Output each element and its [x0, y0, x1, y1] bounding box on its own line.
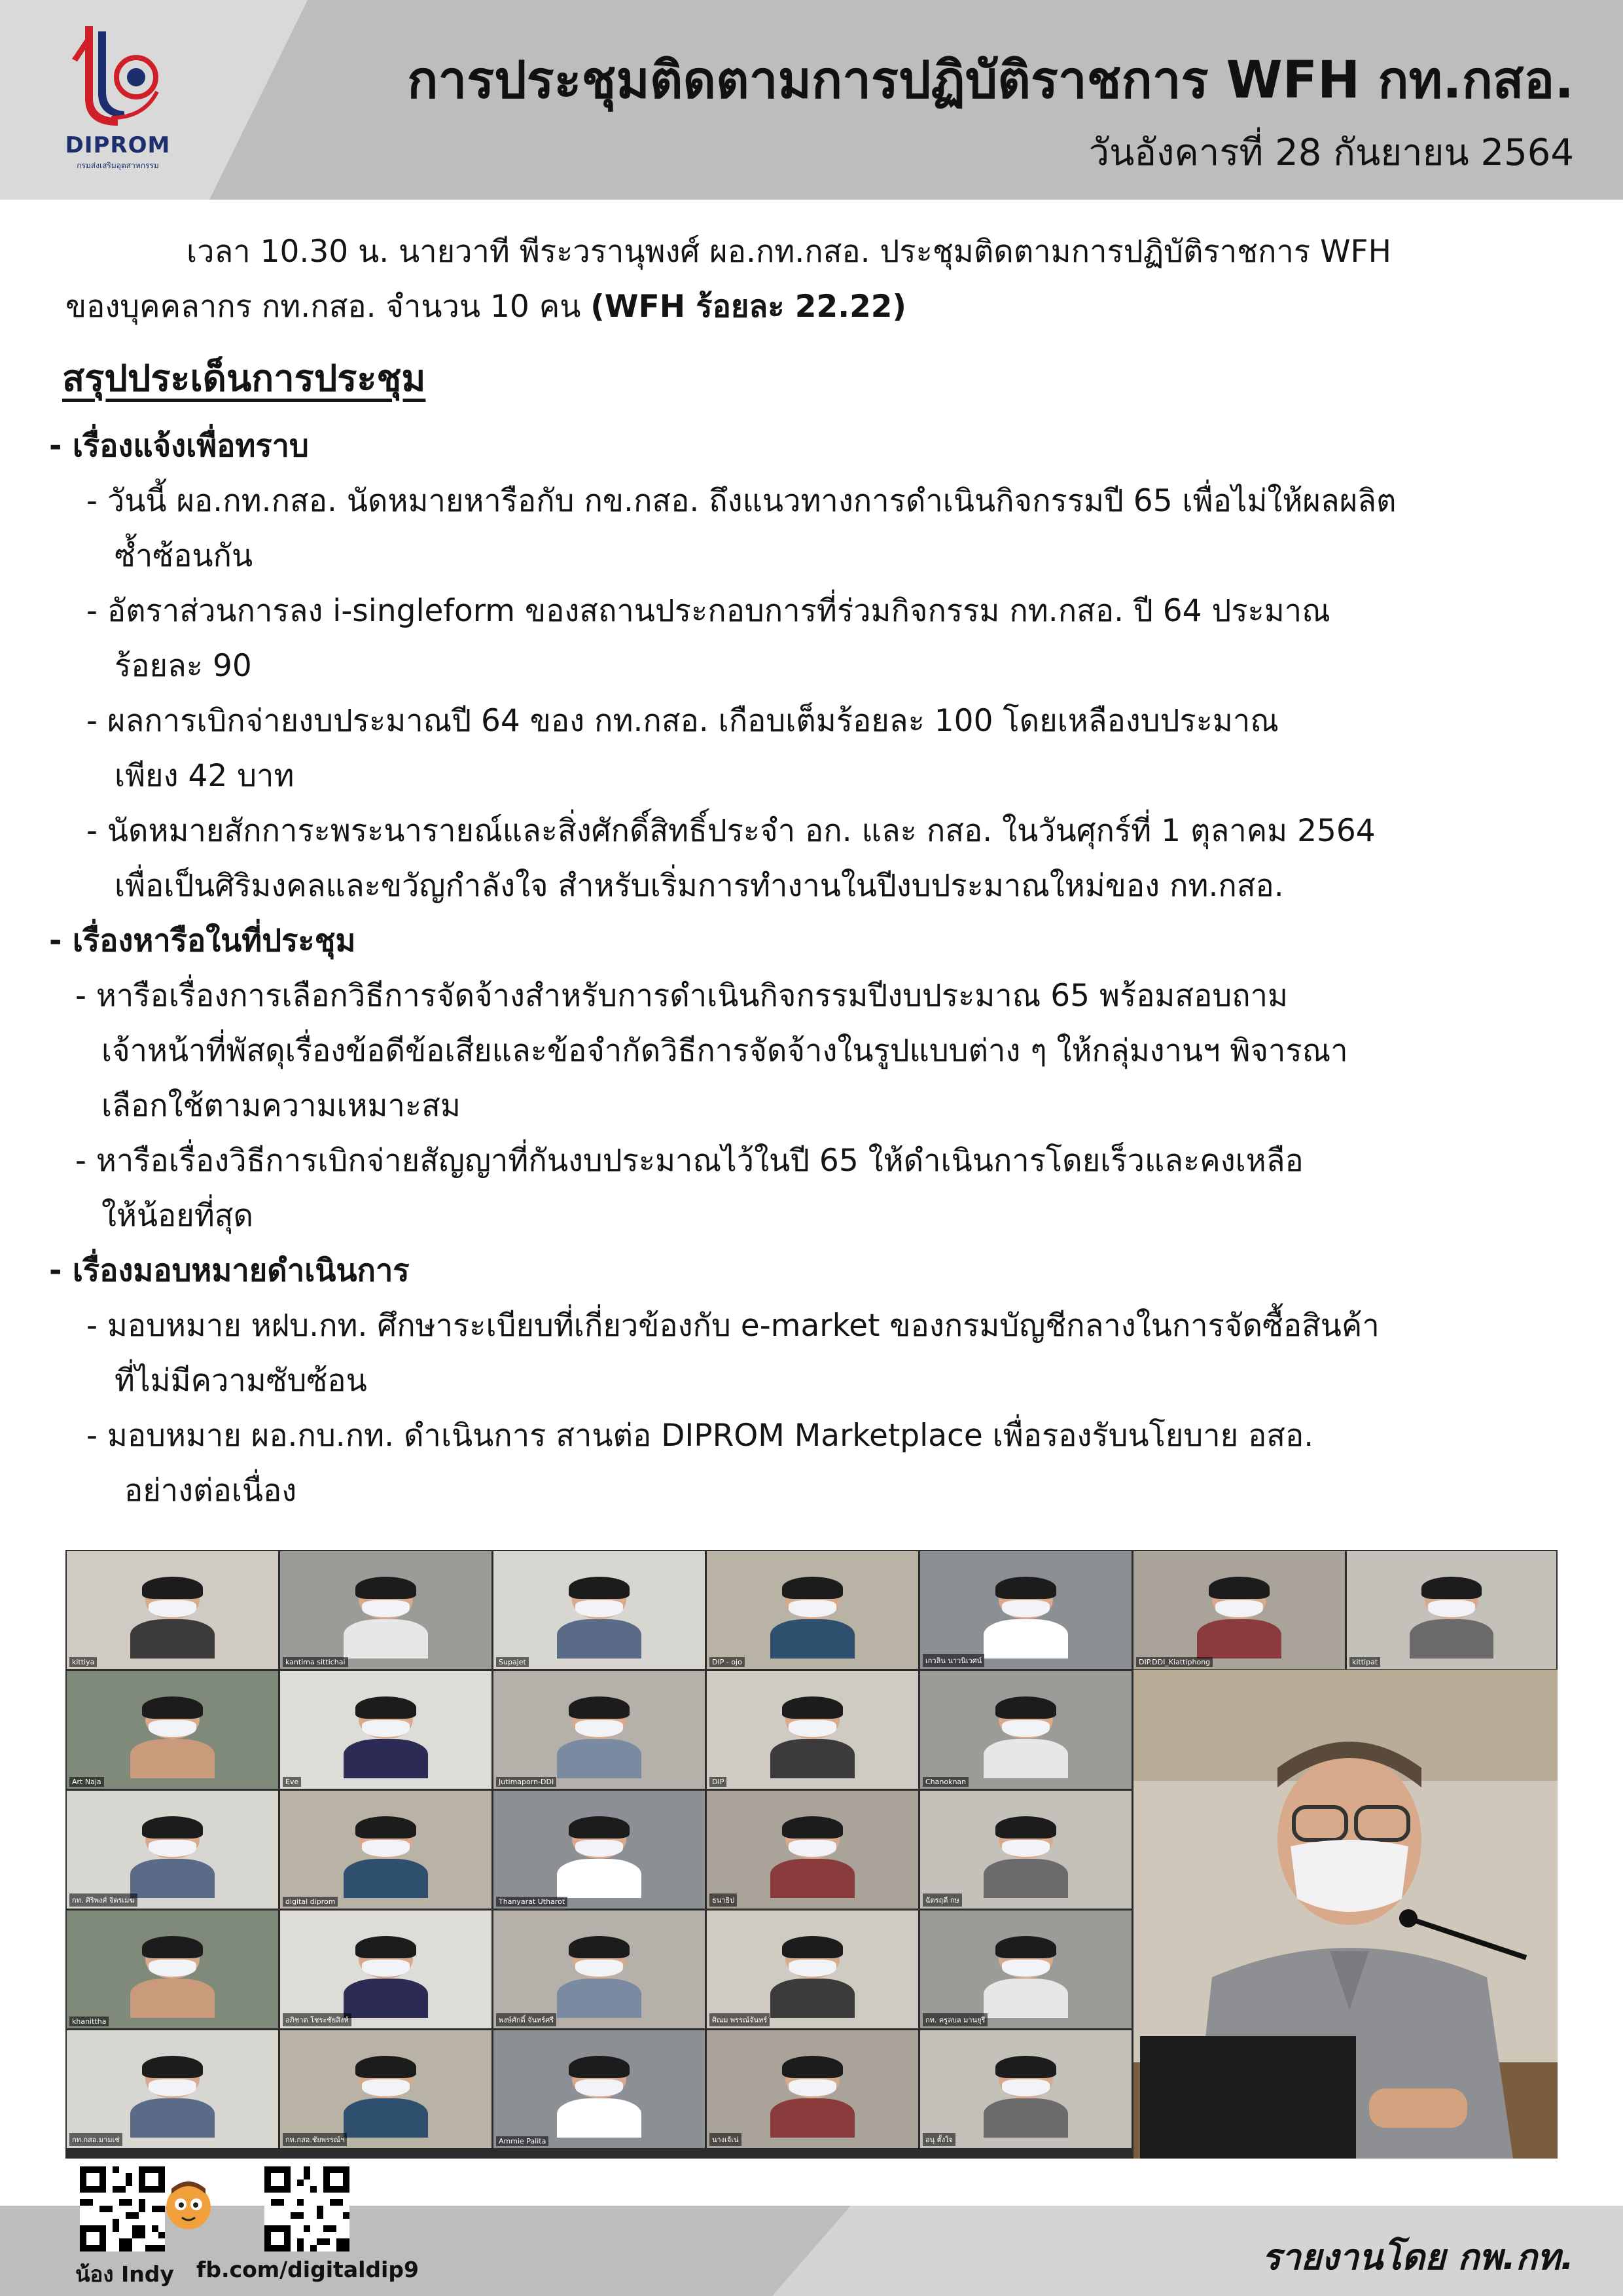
participant-name-label: กท.กสอ.ชัยพรรณ์ฯ [283, 2133, 347, 2146]
participant-figure [984, 1820, 1068, 1891]
participant-name-label: พงษ์ศักดิ์ จันทร์ศรี [496, 2013, 556, 2026]
participant-figure [130, 1820, 215, 1891]
discuss-item-cont: เจ้าหน้าที่พัสดุเรื่องข้อดีข้อเสียและข้อจำกัดวิธีการจัดจ้างในรูปแบบต่าง ๆ ให้กลุ่มงานฯ พิจารณา [101, 1033, 1348, 1069]
participant-video-tile [920, 2030, 1132, 2148]
page-title: การประชุมติดตามการปฏิบัติราชการ WFH กท.กสอ. [407, 51, 1574, 110]
participant-name-label: Chanoknan [923, 1777, 969, 1787]
participant-video-tile [493, 1791, 705, 1909]
participant-name-label: อภิชาต โชระชัยสิงห์ [283, 2013, 351, 2026]
participant-video-tile [280, 2030, 491, 2148]
participant-video-tile [707, 1671, 918, 1789]
participant-figure [770, 2060, 855, 2130]
mascot-indy-icon [158, 2174, 219, 2234]
participant-figure [770, 1581, 855, 1651]
participant-figure [770, 1820, 855, 1891]
participant-video-tile [67, 2030, 278, 2148]
participant-figure [130, 2060, 215, 2130]
participant-name-label: Jutimaporn-DDI [496, 1777, 556, 1787]
participant-video-tile [67, 1791, 278, 1909]
diprom-logo [52, 20, 183, 177]
qr-label-indy: น้อง Indy [75, 2261, 174, 2287]
participant-name-label: digital diprom [283, 1897, 338, 1907]
participant-figure [344, 1700, 428, 1771]
participant-figure [984, 1581, 1068, 1651]
participant-video-tile [920, 1791, 1132, 1909]
intro-line-2 [65, 279, 906, 334]
section-heading-discuss: - เรื่องหารือในที่ประชุม [49, 923, 356, 959]
participant-name-label: DIP.DDI_Kiattiphong [1136, 1657, 1213, 1667]
qr-label-facebook: fb.com/digitaldip9 [196, 2257, 419, 2282]
inform-item-cont: ร้อยละ 90 [115, 648, 252, 684]
participant-video-tile [707, 2030, 918, 2148]
inform-item: - อัตราส่วนการลง i-singleform ของสถานประกอบการที่ร่วมกิจกรรม กท.กสอ. ปี 64 ประมาณ [86, 593, 1330, 629]
inform-item-cont: เพียง 42 บาท [115, 758, 294, 794]
header-banner [0, 0, 1623, 200]
qr-code-icon [264, 2166, 349, 2251]
assign-item-cont: อย่างต่อเนื่อง [124, 1473, 297, 1509]
participant-video-tile [280, 1791, 491, 1909]
participant-figure [130, 1940, 215, 2011]
wfh-percentage: (WFH ร้อยละ 22.22) [590, 289, 906, 325]
participant-figure [557, 1940, 641, 2011]
participant-video-tile [920, 1551, 1132, 1669]
participant-figure [770, 1940, 855, 2011]
participant-video-tile [920, 1910, 1132, 2028]
meeting-photo-collage [65, 1550, 1558, 2159]
section-heading-inform: - เรื่องแจ้งเพื่อทราบ [49, 428, 309, 464]
discuss-item: - หารือเรื่องการเลือกวิธีการจัดจ้างสำหรับการดำเนินกิจกรรมปีงบประมาณ 65 พร้อมสอบถาม [75, 978, 1288, 1014]
participant-figure [984, 1700, 1068, 1771]
participant-name-label: kantima sittichai [283, 1657, 348, 1667]
logo-text: DIPROM [65, 132, 171, 158]
participant-video-tile [707, 1551, 918, 1669]
assign-item: - มอบหมาย หฝบ.กท. ศึกษาระเบียบที่เกี่ยวข้องกับ e-market ของกรมบัญชีกลางในการจัดซื้อสินค้า [86, 1308, 1380, 1344]
discuss-item-cont: ให้น้อยที่สุด [101, 1198, 254, 1234]
meeting-date: วันอังคารที่ 28 กันยายน 2564 [1088, 132, 1574, 174]
qr-code-indy[interactable] [80, 2166, 165, 2251]
participant-figure [557, 2060, 641, 2130]
participant-name-label: DIP - ojo [709, 1657, 745, 1667]
participant-video-tile [1133, 1551, 1345, 1669]
discuss-item: - หารือเรื่องวิธีการเบิกจ่ายสัญญาที่กันงบประมาณไว้ในปี 65 ให้ดำเนินการโดยเร็วและคงเหลือ [75, 1143, 1304, 1179]
diprom-emblem-icon [59, 20, 177, 131]
participant-figure [130, 1581, 215, 1651]
participant-video-tile [707, 1791, 918, 1909]
participant-figure [557, 1820, 641, 1891]
participant-name-label: Eve [283, 1777, 301, 1787]
participant-name-label: DIP [709, 1777, 726, 1787]
participant-video-tile [280, 1671, 491, 1789]
intro-line-2-text: ของบุคคลากร กท.กสอ. จำนวน 10 คน [65, 289, 591, 325]
participant-name-label: กท. ครูลบล มานยุรี [923, 2013, 988, 2026]
chairperson-video-tile [1133, 1670, 1558, 2159]
participant-video-tile [493, 2030, 705, 2148]
qr-code-facebook[interactable] [264, 2166, 349, 2251]
participant-figure [344, 1820, 428, 1891]
discuss-item-cont: เลือกใช้ตามความเหมาะสม [101, 1088, 461, 1124]
qr-code-icon [80, 2166, 165, 2251]
inform-item-cont: เพื่อเป็นศิริมงคลและขวัญกำลังใจ สำหรับเริ่มการทำงานในปีงบประมาณใหม่ของ กท.กสอ. [115, 868, 1284, 904]
participant-figure [557, 1700, 641, 1771]
participant-figure [1197, 1581, 1281, 1651]
section-heading-assign: - เรื่องมอบหมายดำเนินการ [49, 1253, 410, 1289]
participant-figure [984, 2060, 1068, 2130]
intro-line-1: เวลา 10.30 น. นายวาที พีระวรานุพงศ์ ผอ.กท.กสอ. ประชุมติดตามการปฏิบัติราชการ WFH [187, 234, 1391, 270]
participant-video-tile [67, 1910, 278, 2028]
participant-video-tile [280, 1910, 491, 2028]
participant-name-label: กท.กสอ.มามเช่ [69, 2133, 122, 2146]
assign-item: - มอบหมาย ผอ.กบ.กท. ดำเนินการ สานต่อ DIPROM Marketplace เพื่อรองรับนโยบาย อสอ. [86, 1418, 1314, 1454]
participant-name-label: นางเจ้เน่ [709, 2133, 741, 2146]
participant-name-label: อนุ ตั้งใจ [923, 2133, 955, 2146]
participant-figure [344, 1581, 428, 1651]
participant-name-label: khanittha [69, 2017, 109, 2026]
participant-video-tile [67, 1671, 278, 1789]
participant-video-tile [493, 1910, 705, 2028]
participant-figure [344, 1940, 428, 2011]
participant-video-tile [493, 1671, 705, 1789]
participant-figure [130, 1700, 215, 1771]
participant-figure [984, 1940, 1068, 2011]
participant-name-label: Thanyarat Utharot [496, 1897, 567, 1907]
inform-item-cont: ซ้ำซ้อนกัน [115, 538, 253, 574]
summary-heading: สรุปประเด็นการประชุม [62, 357, 426, 400]
participant-video-tile [707, 1910, 918, 2028]
participant-figure [770, 1700, 855, 1771]
participant-video-tile [1347, 1551, 1556, 1669]
inform-item: - นัดหมายสักการะพระนารายณ์และสิ่งศักดิ์สิทธิ์ประจำ อก. และ กสอ. ในวันศุกร์ที่ 1 ตุลาคม 2564 [86, 813, 1376, 849]
participant-figure [344, 2060, 428, 2130]
participant-name-label: kittipat [1349, 1657, 1380, 1667]
participant-name-label: ธนาธิป [709, 1893, 737, 1907]
participant-name-label: เกวลิน นาวนิเวศน์ [923, 1654, 984, 1667]
participant-name-label: กท. ศิริพงศ์ จิตรเมฆ [69, 1893, 137, 1907]
participant-name-label: ฉัตรฤดี กษ [923, 1893, 962, 1907]
participant-name-label: Art Naja [69, 1777, 104, 1787]
participant-name-label: Supajet [496, 1657, 529, 1667]
participant-name-label: Ammie Palita [496, 2136, 548, 2146]
reporter-credit: รายงานโดย กพ.กท. [1262, 2236, 1574, 2278]
assign-item-cont: ที่ไม่มีความซับซ้อน [115, 1363, 367, 1399]
participant-video-tile [920, 1671, 1132, 1789]
participant-figure [1410, 1581, 1493, 1651]
participant-figure [557, 1581, 641, 1651]
logo-subtext: กรมส่งเสริมอุตสาหกรรม [77, 161, 159, 170]
participant-video-tile [493, 1551, 705, 1669]
inform-item: - ผลการเบิกจ่ายงบประมาณปี 64 ของ กท.กสอ. เกือบเต็มร้อยละ 100 โดยเหลืองบประมาณ [86, 703, 1279, 739]
participant-name-label: kittiya [69, 1657, 97, 1667]
inform-item: - วันนี้ ผอ.กท.กสอ. นัดหมายหารือกับ กข.กสอ. ถึงแนวทางการดำเนินกิจกรรมปี 65 เพื่อไม่ให้ผลผลิต [86, 483, 1397, 519]
participant-name-label: ศิณม พรรณ์จันทร์ [709, 2013, 770, 2026]
participant-video-tile [280, 1551, 491, 1669]
participant-video-tile [67, 1551, 278, 1669]
